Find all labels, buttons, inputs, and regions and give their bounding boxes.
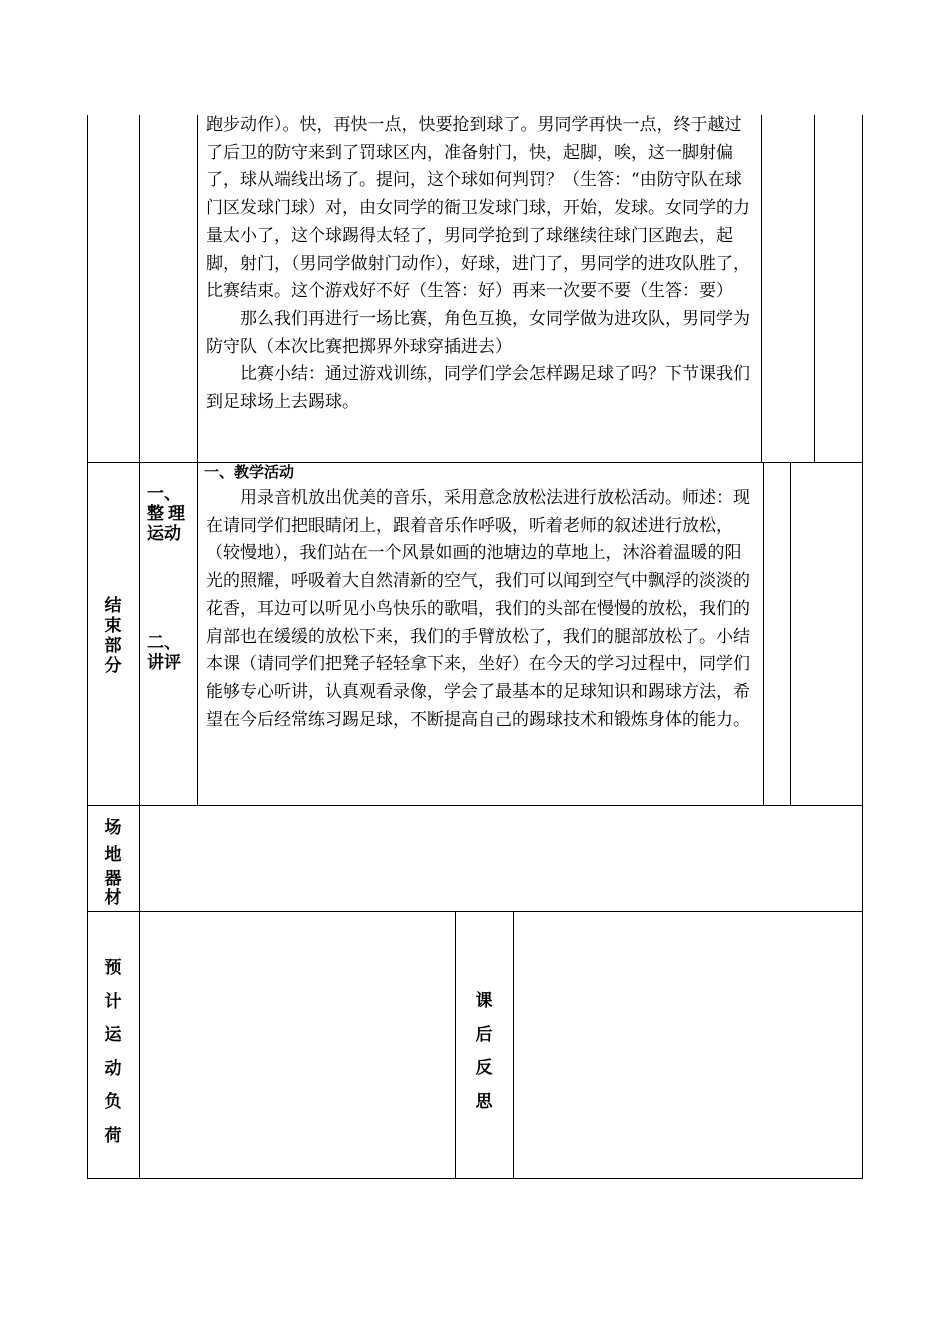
load-label-char: 预 [104, 958, 122, 978]
sub-label-review-num: 二、 [147, 633, 181, 653]
col-divider-3-top [761, 115, 762, 462]
load-label [95, 952, 131, 1154]
reflection-label-char: 课 [475, 991, 493, 1011]
sub-label-review [147, 633, 195, 673]
table-border-bottom [87, 1178, 863, 1179]
ending-paragraph [206, 485, 758, 734]
venue-label-char: 场 [104, 818, 122, 838]
col-divider-load [139, 911, 140, 1178]
top-section-content [206, 112, 756, 417]
ending-part-char: 部 [104, 636, 122, 656]
col-divider-2-top [197, 115, 198, 462]
load-label-char: 动 [104, 1058, 122, 1079]
col-divider-4-ending [790, 462, 791, 805]
top-paragraph-2: 那么我们再进行一场比赛，角色互换，女同学做为进攻队，男同学为防守队（本次比赛把掷界外球穿插进去） [206, 308, 750, 357]
table-border-venue-bottom [87, 911, 863, 912]
reflection-label-char: 思 [475, 1091, 493, 1112]
col-divider-1-ending [139, 462, 140, 805]
ending-part-char: 结 [104, 596, 122, 616]
load-label-char: 计 [104, 991, 122, 1012]
col-divider-3-ending [763, 462, 764, 805]
table-border-left [87, 115, 88, 1179]
sub-label-cooldown-num: 一、 [147, 484, 181, 504]
top-paragraph-1: 跑步动作）。快，再快一点，快要抢到球了。男同学再快一点，终于越过了后卫的防守来到了罚球区内，准备射门，快，起脚，唉，这一脚射偏了，球从端线出场了。提问，这个球如何判罚？（生答：“由防守队在球门区发球门球）对，由女同学的衙卫发球门球，开始，发球。女同学的力量太小了，这个球踢得太轻了，男同学抢到了球继续往球门区跑去，起脚，射门，（男同学做射门动作），好球，进门了，男同学的进攻队胜了，比赛结束。这个游戏好不好（生答：好）再来一次要不要（生答：要） [206, 115, 750, 302]
col-divider-venue [139, 805, 140, 911]
table-border-ending-bottom [87, 805, 863, 806]
reflection-label-char: 后 [475, 1024, 493, 1045]
ending-part-char: 束 [104, 616, 122, 636]
col-divider-2-ending [197, 462, 198, 805]
col-divider-reflection-left [455, 911, 456, 1178]
reflection-label-char: 反 [475, 1058, 493, 1079]
venue-label-char: 地 [104, 845, 122, 865]
col-divider-1-top [139, 115, 140, 462]
venue-label-char: 材 [104, 888, 122, 908]
sub-label-cooldown-line2: 运动 [147, 524, 181, 544]
load-label-char: 荷 [104, 1125, 122, 1146]
venue-label [95, 815, 131, 907]
sub-label-cooldown [147, 484, 195, 544]
sub-label-review-line1: 讲评 [147, 653, 181, 673]
col-divider-4-top [814, 115, 815, 462]
load-label-char: 运 [104, 1025, 122, 1046]
col-divider-reflection-right [513, 911, 514, 1178]
table-border-right [862, 115, 863, 1179]
reflection-label [466, 985, 502, 1119]
venue-label-char: 器 [104, 869, 122, 889]
load-label-char: 负 [104, 1092, 122, 1113]
top-paragraph-3: 比赛小结：通过游戏训练，同学们学会怎样踢足球了吗？下节课我们到足球场上去踢球。 [206, 364, 750, 413]
ending-heading: 一、教学活动 [204, 463, 295, 481]
ending-part-label [95, 596, 131, 676]
sub-label-cooldown-line1: 整理 [147, 504, 189, 524]
ending-paragraph-text: 用录音机放出优美的音乐，采用意念放松法进行放松活动。师述：现在请同学们把眼睛闭上，跟着音乐作呼吸，听着老师的叙述进行放松，（较慢地），我们站在一个风景如画的池塘边的草地上，沐浴着温暖的阳光的照耀，呼吸着大自然清新的空气，我们可以闻到空气中飘浮的淡淡的花香，耳边可以听见小鸟快乐的歌唱，我们的头部在慢慢的放松，我们的肩部也在缓缓的放松下来，我们的手臂放松了，我们的腿部放松了。小结本课（请同学们把凳子轻轻拿下来，坐好）在今天的学习过程中，同学们能够专心听讲，认真观看录像，学会了最基本的足球知识和踢球方法，希望在今后经常练习踢足球，不断提高自己的踢球技术和锻炼身体的能力。 [206, 488, 750, 730]
ending-part-char: 分 [104, 656, 122, 676]
